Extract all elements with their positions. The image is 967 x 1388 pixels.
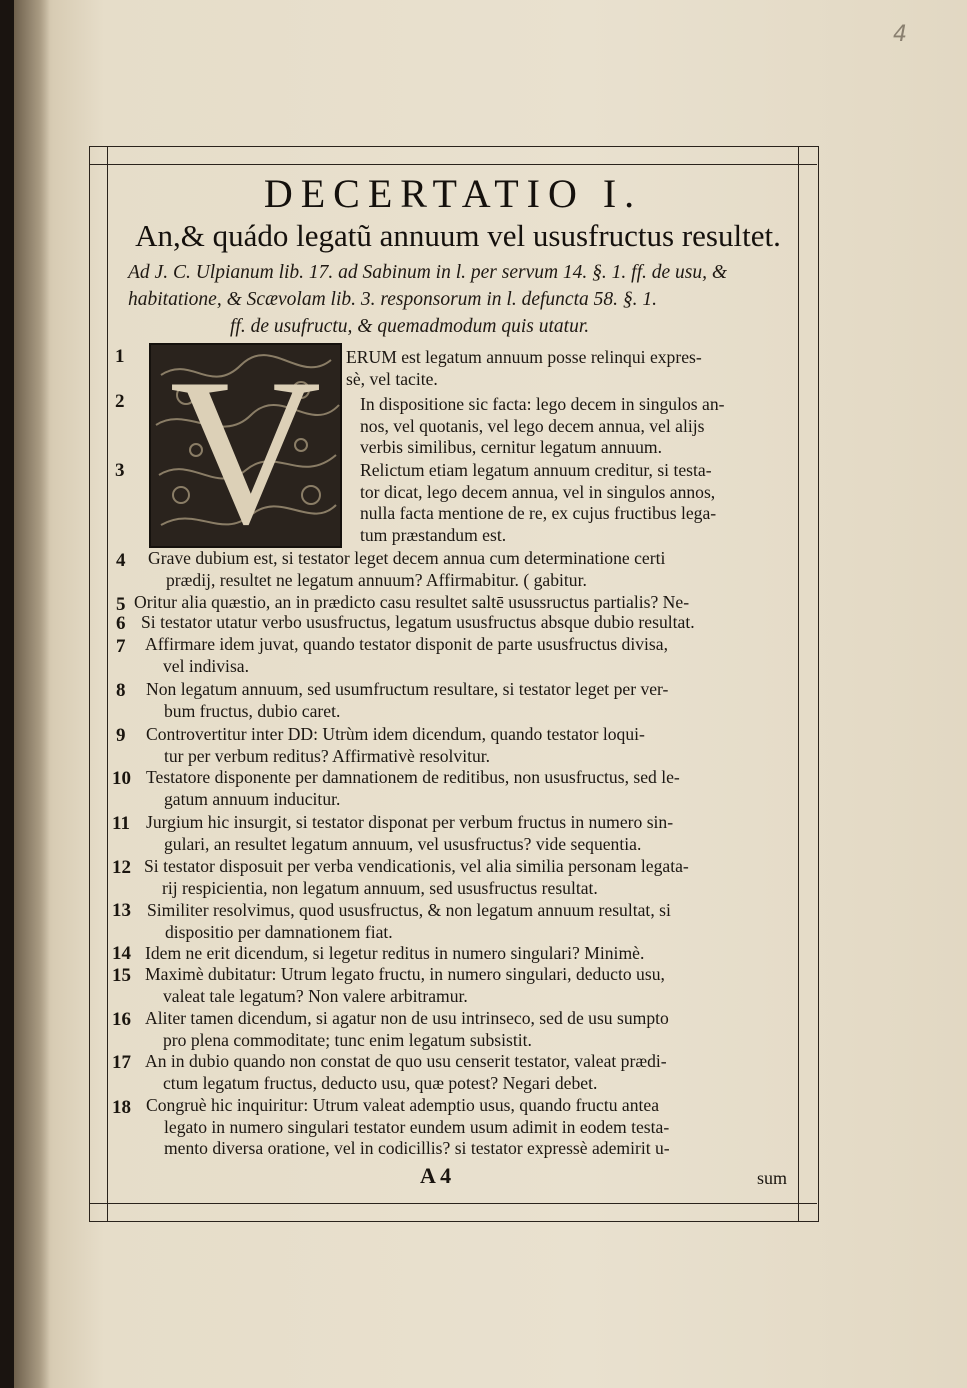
summary-line: verbis similibus, cernitur legatum annuum. (360, 437, 662, 457)
signature-mark: A 4 (420, 1163, 452, 1188)
summary-line: Idem ne erit dicendum, si legetur reditus in numero singulari? Minimè. (145, 943, 645, 963)
summary-line: bum fructus, dubio caret. (164, 700, 341, 721)
summary-line: dispositio per damnationem fiat. (165, 921, 393, 942)
summary-line: rij respicientia, non legatum annuum, sed ususfructus resultat. (162, 877, 598, 898)
summary-line: Maximè dubitatur: Utrum legato fructu, in numero singulari, deducto usu, (145, 964, 665, 984)
summary-number: 18 (112, 1097, 131, 1118)
summary-number: 8 (116, 680, 126, 701)
summary-line: Congruè hic inquiritur: Utrum valeat ademptio usus, quando fructu antea (146, 1095, 660, 1115)
summary-line: Similiter resolvimus, quod ususfructus, & non legatum annuum resultat, si (147, 900, 671, 920)
frame-left-rule (107, 146, 108, 1222)
summary-line: Jurgium hic insurgit, si testator disponat per verbum fructus in numero sin- (146, 812, 674, 832)
summary-line: gulari, an resultet legatum annuum, vel ususfructus? vide sequentia. (164, 833, 642, 854)
summary-number: 14 (112, 943, 131, 964)
handwritten-page-number: 4 (893, 22, 907, 47)
summary-line: Si testator utatur verbo ususfructus, legatum ususfructus absque dubio resultat. (141, 612, 695, 632)
summary-line: Relictum etiam legatum annuum creditur, si testa- (360, 460, 712, 480)
summary-number: 4 (116, 550, 126, 571)
summary-line: Aliter tamen dicendum, si agatur non de usu intrinseco, sed de usu sumpto (145, 1008, 669, 1028)
summary-line: Si testator disposuit per verba vendicationis, vel alia similia personam legata- (144, 856, 689, 876)
summary-line: gatum annuum inducitur. (164, 788, 341, 809)
summary-number: 3 (115, 460, 125, 481)
frame-top-rule (89, 164, 817, 165)
summary-number: 5 (116, 594, 126, 615)
reference-line: Ad J. C. Ulpianum lib. 17. ad Sabinum in l. per servum 14. §. 1. ff. de usu, & (128, 262, 728, 283)
summary-line: An in dubio quando non constat de quo usu censerit testator, valeat prædi- (145, 1051, 667, 1071)
summary-line: Affirmare idem juvat, quando testator disponit de parte ususfructus divisa, (145, 634, 668, 654)
summary-line: tor dicat, lego decem annua, vel in singulos annos, (360, 481, 716, 502)
summary-line: nos, vel quotanis, vel lego decem annua, vel alijs (360, 415, 705, 436)
reference-line: ff. de usufructu, & quemadmodum quis utatur. (230, 316, 590, 337)
summary-line: legato in numero singulari testator eundem usum adimit in eodem testa- (164, 1116, 670, 1137)
summary-number: 7 (116, 636, 126, 657)
reference-line: habitatione, & Scævolam lib. 3. responsorum in l. defuncta 58. §. 1. (128, 289, 657, 310)
chapter-subtitle: An,& quádo legatũ annuum vel ususfructus resultet. (135, 218, 781, 253)
summary-number: 12 (112, 857, 131, 878)
summary-line: prædij, resultet ne legatum annuum? Affirmabitur. ( gabitur. (166, 569, 587, 590)
summary-line: ERUM est legatum annuum posse relinqui expres- (346, 347, 702, 367)
summary-line: Testatore disponente per damnationem de reditibus, non ususfructus, sed le- (146, 767, 680, 787)
catchword: sum (757, 1168, 788, 1188)
frame-bottom-rule (89, 1203, 817, 1204)
decorated-initial (149, 343, 342, 548)
summary-number: 11 (112, 813, 130, 834)
summary-number: 10 (112, 768, 131, 789)
summary-number: 6 (116, 613, 126, 634)
summary-line: In dispositione sic facta: lego decem in singulos an- (360, 394, 725, 414)
summary-number: 9 (116, 725, 126, 746)
summary-line: tum præstandum est. (360, 524, 507, 545)
summary-line: tur per verbum reditus? Affirmativè resolvitur. (164, 745, 491, 766)
summary-line: nulla facta mentione de re, ex cujus fructibus lega- (360, 503, 717, 523)
summary-line: mento diversa oratione, vel in codicillis? si testator expressè ademirit u- (164, 1138, 670, 1158)
summary-line: Grave dubium est, si testator leget decem annua cum determinatione certi (148, 548, 666, 568)
summary-line: sè, vel tacite. (346, 368, 438, 389)
summary-line: vel indivisa. (163, 655, 250, 676)
summary-number: 17 (112, 1052, 131, 1073)
summary-number: 15 (112, 965, 131, 986)
summary-line: Oritur alia quæstio, an in prædicto casu resultet saltē usussructus partialis? Ne- (134, 592, 690, 612)
book-gutter-shadow (14, 0, 50, 1388)
summary-number: 1 (115, 346, 125, 367)
summary-number: 2 (115, 391, 125, 412)
summary-number: 13 (112, 900, 131, 921)
summary-line: Controvertitur inter DD: Utrùm idem dicendum, quando testator loqui- (146, 724, 645, 744)
summary-number: 16 (112, 1009, 131, 1030)
summary-line: Non legatum annuum, sed usumfructum resultare, si testator leget per ver- (146, 679, 669, 699)
summary-line: ctum legatum fructus, deducto usu, quæ potest? Negari debet. (163, 1072, 598, 1093)
summary-line: valeat tale legatum? Non valere arbitramur. (163, 985, 468, 1006)
summary-line: pro plena commoditate; tunc enim legatum subsistit. (163, 1029, 532, 1050)
chapter-title: DECERTATIO I. (263, 171, 643, 216)
initial-letter: V (169, 343, 322, 548)
